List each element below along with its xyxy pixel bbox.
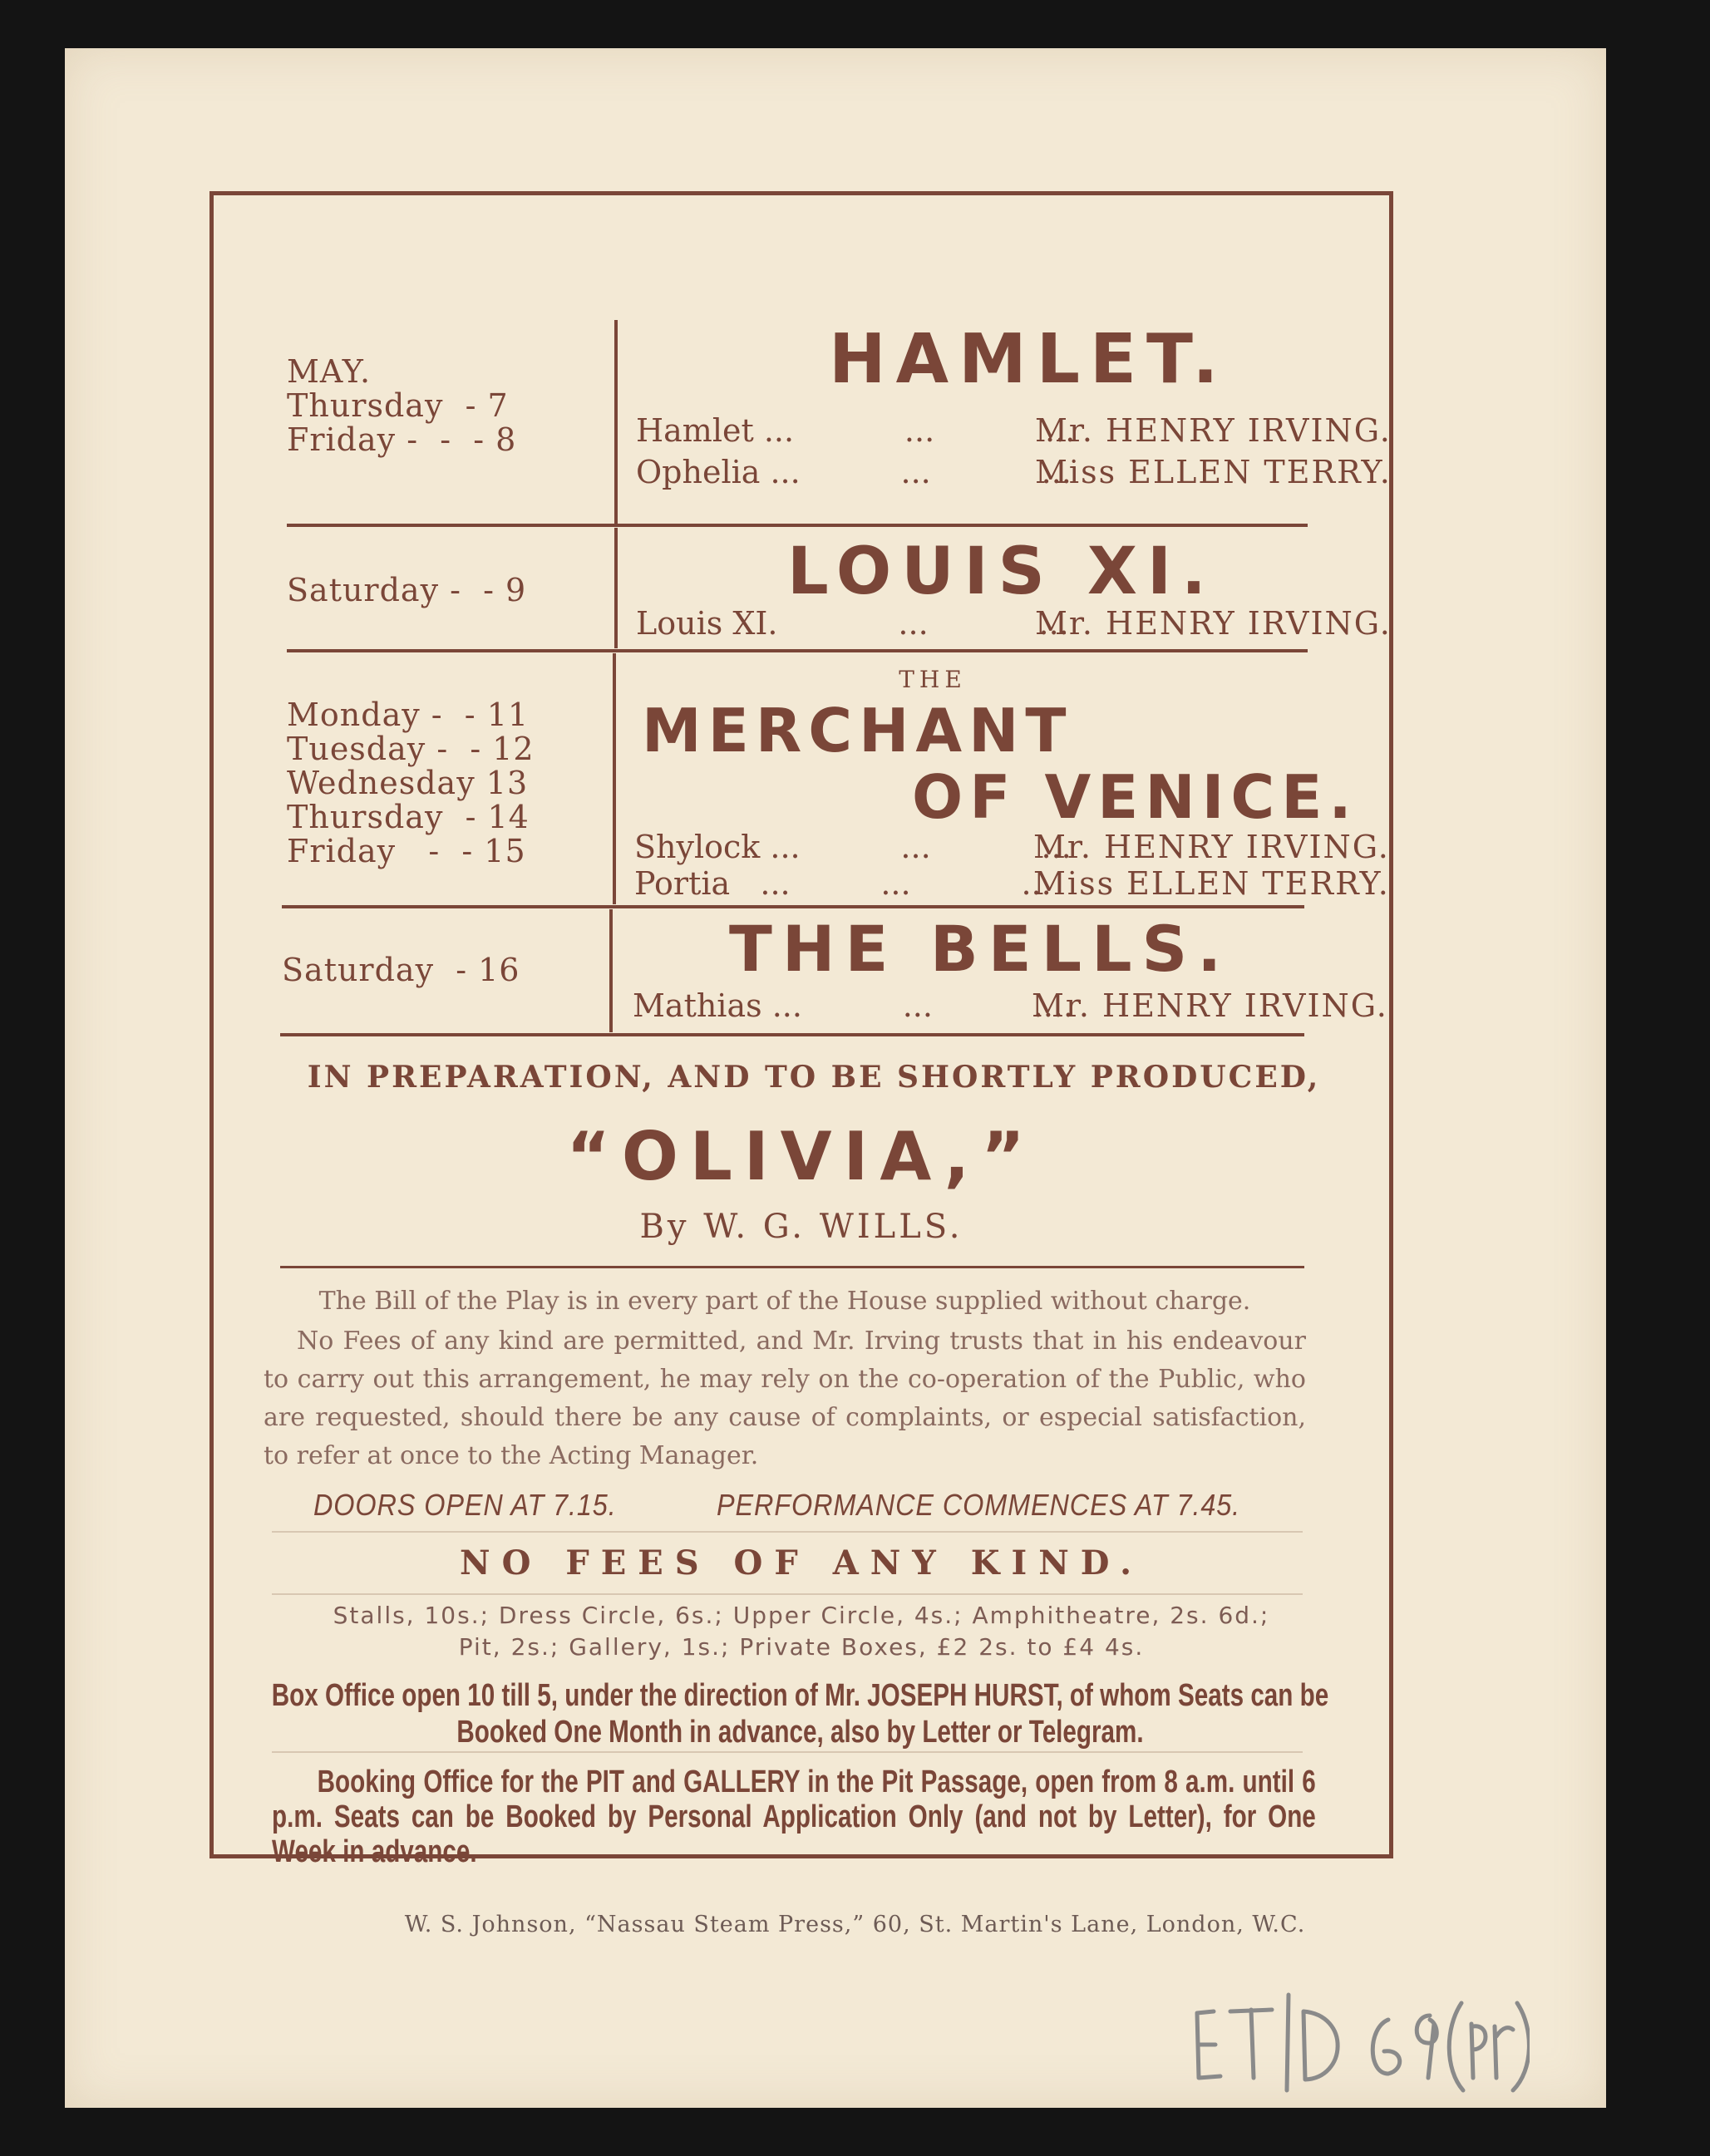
faint-rule [272,1593,1303,1595]
section-rule [280,1033,1304,1036]
printer-imprint: W. S. Johnson, “Nassau Steam Press,” 60, St. Martin's Lane, London, W.C. [404,1912,1306,1937]
column-divider [613,653,616,904]
olivia-title: “OLIVIA,” [566,1118,1037,1195]
hamlet-title: HAMLET. [829,320,1229,399]
section-rule [280,1266,1304,1268]
bells-dates: Saturday - 16 [282,952,520,988]
handwritten-shelfmark [1180,1978,1530,2094]
cast-actor: Mr. HENRY IRVING. [1035,605,1392,642]
cast-role: Louis XI. ... ... [636,605,1069,642]
cast-role: Ophelia ... ... ... [636,454,1072,490]
box-office-text: Box Office open 10 till 5, under the direction of Mr. JOSEPH HURST, of whom Seats can be Booked One Month in advance, also by Letter or Telegram. [271,1678,1329,1750]
playbill-frame [209,191,1393,1869]
olivia-author: By W. G. WILLS. [639,1208,963,1246]
louis-dates: Saturday - - 9 [287,572,527,608]
preparation-heading: IN PREPARATION, AND TO BE SHORTLY PRODUCED, [307,1060,1321,1095]
cast-actor: Miss ELLEN TERRY. [1035,454,1392,490]
merchant-title-line1: MERCHANT [642,696,1073,765]
cast-role: Portia ... ... ... [634,865,1052,902]
column-divider [614,528,618,648]
cast-role: Mathias ... ... .... [633,987,1074,1024]
merchant-title-line2: OF VENICE. [912,762,1358,832]
booking-office-text: Booking Office for the PIT and GALLERY in the Pit Passage, open from 8 a.m. until 6 p.m. Seats can be Booked by Personal Application Only (and not by Letter), for One Week in advance. [272,1765,1316,1869]
no-fees-banner: NO FEES OF ANY KIND. [460,1543,1143,1583]
prices-line-1: Stalls, 10s.; Dress Circle, 6s.; Upper Circle, 4s.; Amphitheatre, 2s. 6d.; [333,1602,1270,1629]
notice-bill: The Bill of the Play is in every part of the House supplied without charge. [318,1287,1251,1316]
notice-fees: No Fees of any kind are permitted, and Mr. Irving trusts that in his endeavour to carry out this arrangement, he may rely on the co-operation of the Public, who are requested, should there be any cause of complaints, or especial satisfaction, to refer at once to the Acting Manager. [264,1327,1306,1470]
bells-title: THE BELLS. [729,912,1232,986]
cast-role: Shylock ... ... ... [634,829,1072,865]
section-rule [282,905,1304,908]
column-divider [609,909,613,1032]
cast-actor: Miss ELLEN TERRY. [1033,865,1390,902]
hamlet-dates: MAY. Thursday - 7 Friday - - - 8 [287,353,517,458]
cast-actor: Mr. HENRY IRVING. [1035,412,1392,449]
archive-reference-mark [1180,1978,1530,2094]
faint-rule [272,1751,1303,1753]
cast-actor: Mr. HENRY IRVING. [1033,829,1390,865]
section-rule [287,649,1308,652]
column-divider [614,320,618,524]
louis-title: LOUIS XI. [787,534,1216,609]
section-rule [287,524,1308,527]
doors-open: DOORS OPEN AT 7.15. [313,1488,617,1522]
faint-rule [272,1531,1303,1533]
prices-line-2: Pit, 2s.; Gallery, 1s.; Private Boxes, £2 2s. to £4 4s. [458,1633,1145,1661]
cast-actor: Mr. HENRY IRVING. [1032,987,1388,1024]
merchant-title-pre: THE [899,666,967,693]
cast-role: Hamlet ... ... ... [636,412,1076,449]
performance-time: PERFORMANCE COMMENCES AT 7.45. [717,1488,1241,1522]
merchant-dates: Monday - - 11 Tuesday - - 12 Wednesday 13 Thursday - 14 Friday - - 15 [287,697,535,869]
